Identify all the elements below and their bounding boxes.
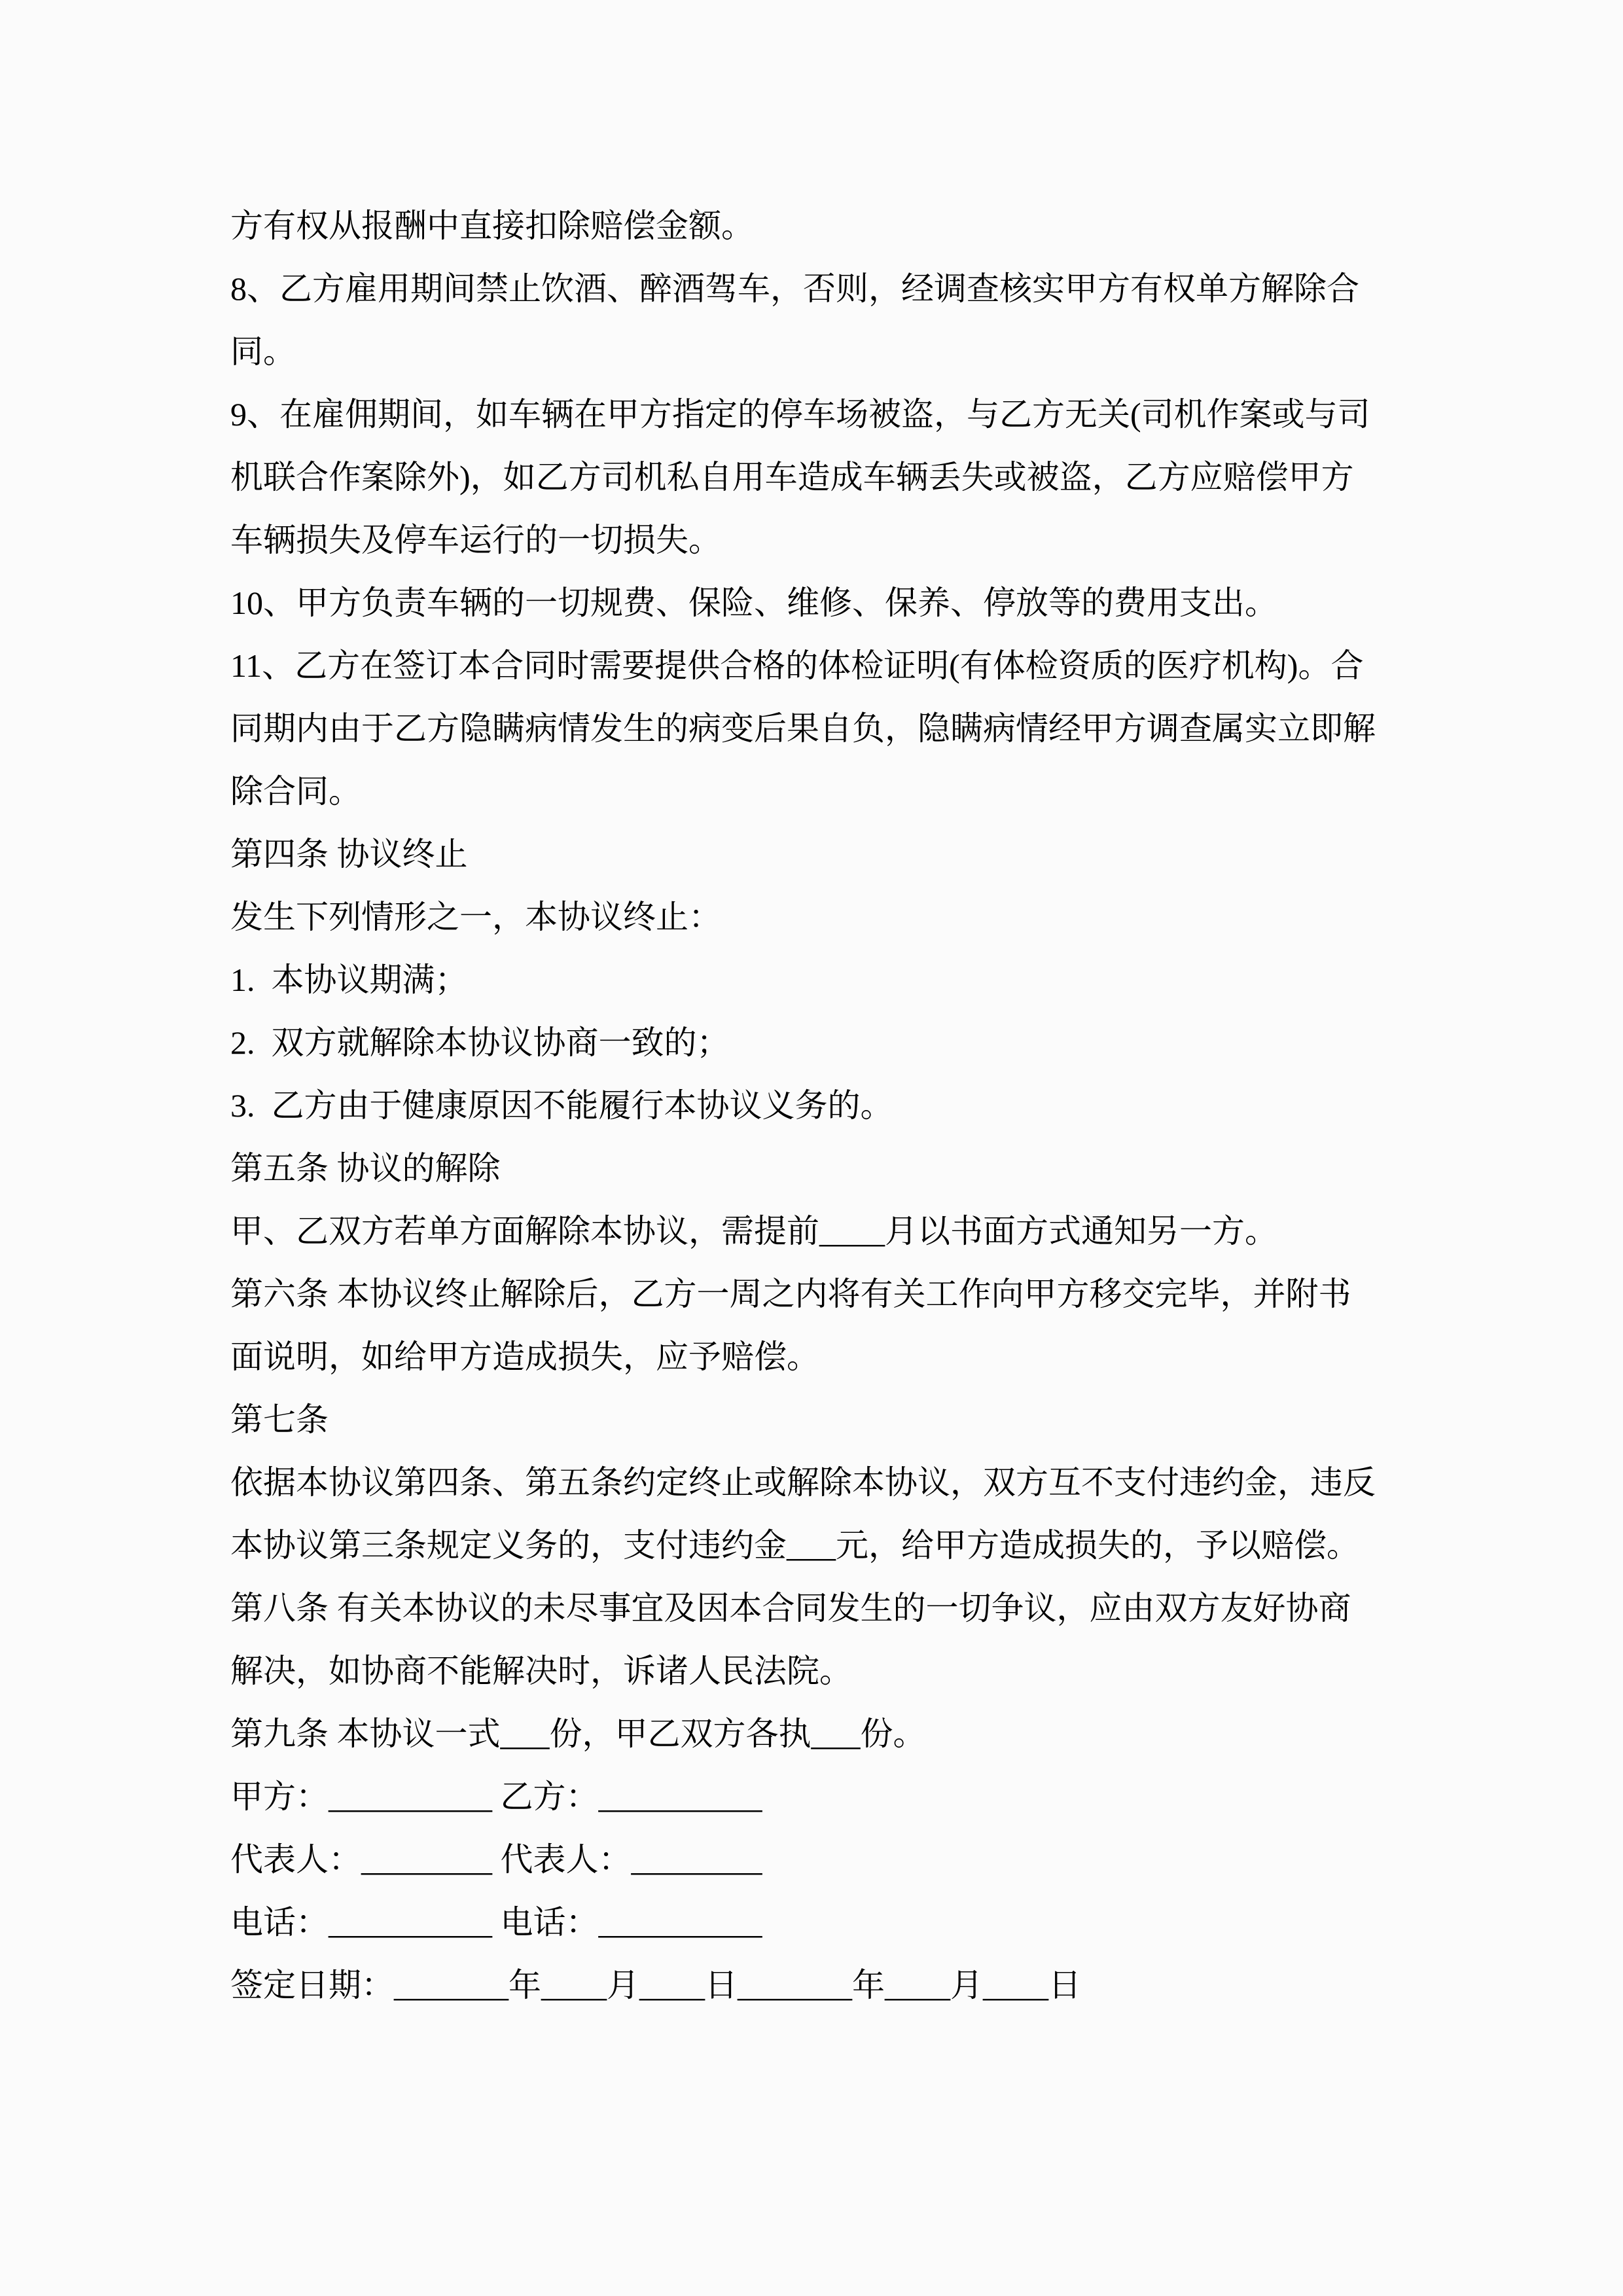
- doc-line-clause-11-cont-2: 除合同。: [230, 773, 361, 810]
- doc-line-clause-10: 10、甲方负责车辆的一切规费、保险、维修、保养、停放等的费用支出。: [230, 584, 1277, 621]
- doc-line-article-4-intro: 发生下列情形之一，本协议终止：: [230, 899, 721, 935]
- doc-line-signature-party: 甲方：__________ 乙方：__________: [230, 1778, 762, 1815]
- contract-body: [230, 194, 1408, 2017]
- doc-line-continuation: 方有权从报酬中直接扣除赔偿金额。: [230, 207, 754, 244]
- doc-line-article-6: 第六条 本协议终止解除后，乙方一周之内将有关工作向甲方移交完毕，并附书: [230, 1276, 1351, 1312]
- doc-line-article-7-body-2: 本协议第三条规定义务的，支付违约金___元，给甲方造成损失的，予以赔偿。: [230, 1527, 1359, 1564]
- doc-line-signature-phone: 电话：__________ 电话：__________: [230, 1904, 762, 1941]
- doc-line-clause-9-cont-1: 机联合作案除外)，如乙方司机私自用车造成车辆丢失或被盗，乙方应赔偿甲方: [230, 459, 1354, 495]
- doc-line-signature-representative: 代表人：________ 代表人：________: [230, 1841, 762, 1878]
- doc-line-article-7-body-1: 依据本协议第四条、第五条约定终止或解除本协议，双方互不支付违约金，违反: [230, 1464, 1376, 1501]
- doc-line-article-7-heading: 第七条: [230, 1401, 329, 1438]
- doc-line-clause-8: 8、乙方雇用期间禁止饮酒、醉酒驾车，否则，经调查核实甲方有权单方解除合: [230, 270, 1359, 307]
- doc-line-article-9: 第九条 本协议一式___份，甲乙双方各执___份。: [230, 1715, 926, 1752]
- doc-line-clause-11-cont-1: 同期内由于乙方隐瞒病情发生的病变后果自负，隐瞒病情经甲方调查属实立即解: [230, 710, 1376, 747]
- doc-line-clause-9: 9、在雇佣期间，如车辆在甲方指定的停车场被盗，与乙方无关(司机作案或与司: [230, 396, 1370, 433]
- doc-line-article-4-item-1: 1. 本协议期满；: [230, 961, 468, 998]
- doc-line-article-4-heading: 第四条 协议终止: [230, 836, 468, 872]
- doc-line-article-4-item-2: 2. 双方就解除本协议协商一致的；: [230, 1024, 730, 1061]
- doc-line-article-5-body: 甲、乙双方若单方面解除本协议，需提前____月以书面方式通知另一方。: [230, 1213, 1277, 1249]
- doc-line-article-6-cont: 面说明，如给甲方造成损失，应予赔偿。: [230, 1338, 819, 1375]
- doc-line-article-4-item-3: 3. 乙方由于健康原因不能履行本协议义务的。: [230, 1087, 893, 1124]
- doc-line-clause-8-cont: 同。: [230, 333, 296, 370]
- doc-line-clause-9-cont-2: 车辆损失及停车运行的一切损失。: [230, 522, 721, 558]
- doc-line-signature-date: 签定日期：_______年____月____日_______年____月____日: [230, 1967, 1081, 2003]
- doc-line-article-8: 第八条 有关本协议的未尽事宜及因本合同发生的一切争议，应由双方友好协商: [230, 1590, 1351, 1626]
- doc-line-article-5-heading: 第五条 协议的解除: [230, 1150, 501, 1187]
- doc-line-clause-11: 11、乙方在签订本合同时需要提供合格的体检证明(有体检资质的医疗机构)。合: [230, 647, 1364, 684]
- doc-line-article-8-cont: 解决，如协商不能解决时，诉诸人民法院。: [230, 1653, 852, 1689]
